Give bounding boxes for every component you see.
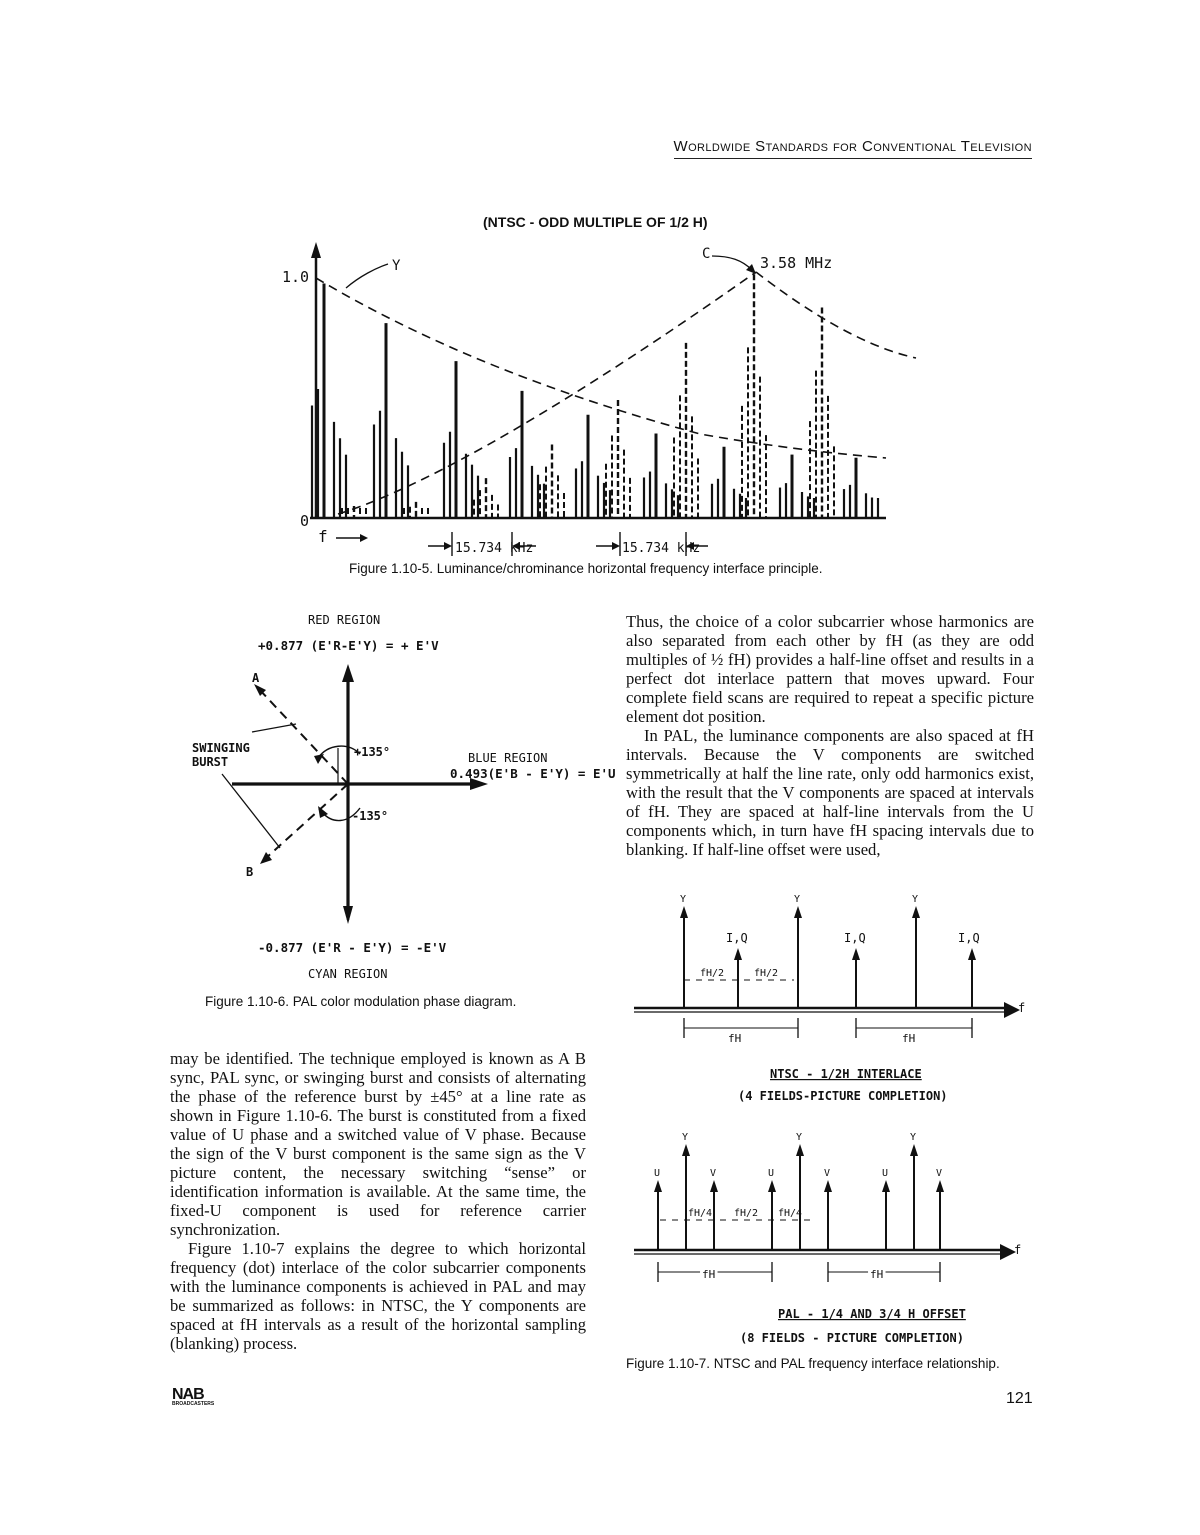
spacing-1: 15.734 kHz [455, 541, 534, 556]
right-paragraph-2: In PAL, the luminance components are also spaced at fH intervals. Because the V components are switched symmetrically at half the line rate, only odd harmonics exist, with the result that the V components are spaced at intervals of fH. They are spaced at half-line intervals from the U components which, in turn have fH spacing intervals due to blanking. If half-line offset were used, [626, 726, 1034, 859]
figure-1-10-5-spectrum [280, 236, 920, 561]
ntsc-y-label: Y [912, 894, 919, 905]
ntsc-diagram [634, 894, 1025, 1103]
running-header: Worldwide Standards for Conventional Television [674, 138, 1032, 159]
ntsc-fh-2: fH [902, 1032, 916, 1045]
pal-y-label: Y [796, 1132, 803, 1143]
figure-1-10-5-caption: Figure 1.10-5. Luminance/chrominance horizontal frequency interface principle. [349, 561, 823, 576]
pal-uv-label: U [882, 1168, 889, 1179]
left-paragraph-1: may be identified. The technique employed is known as A B sync, PAL sync, or swinging burst and consists of alternating the phase of the reference burst by ±45° at a line rate as shown in Figure 1.10-6. The burst is constituted from a fixed value of U phase and a switched value of V phase. Because the sign of the V burst component is the same sign as the V picture content, the necessary switching “sense” or identification information is available. At the same time, the fixed-U component is used for reference carrier synchronization. [170, 1049, 586, 1239]
pal-quarter-fh-1: fH/4 [688, 1208, 713, 1219]
pal-f-label: f [1014, 1243, 1022, 1257]
cyan-region-label: CYAN REGION [308, 967, 388, 981]
pal-uv-label: V [824, 1168, 831, 1179]
nab-logo-text: NAB [172, 1386, 204, 1403]
label-c: C [702, 246, 711, 262]
left-column-text [170, 1049, 586, 1353]
ntsc-y-label: Y [794, 894, 801, 905]
swinging-label: SWINGING [192, 741, 250, 755]
ntsc-half-fh-1: fH/2 [700, 968, 725, 979]
ntsc-half-fh-2: fH/2 [754, 968, 779, 979]
pal-uv-label: V [936, 1168, 943, 1179]
figure-1-10-7-caption: Figure 1.10-7. NTSC and PAL frequency interface relationship. [626, 1356, 1000, 1371]
label-b: B [246, 865, 254, 879]
label-0: 0 [300, 512, 310, 530]
spacing-2: 15.734 kHz [622, 541, 701, 556]
pal-uv-label: V [710, 1168, 717, 1179]
nab-logo-subtext: BROADCASTERS [172, 1401, 215, 1407]
nab-logo [172, 1386, 214, 1407]
angle-minus-135: -135° [352, 809, 389, 823]
label-freq: 3.58 MHz [760, 254, 833, 272]
ntsc-title: NTSC - 1/2H INTERLACE [770, 1067, 922, 1081]
figure-1-10-6-phase-diagram [188, 608, 616, 988]
ntsc-iq-label: I,Q [844, 931, 866, 945]
label-f: f [318, 527, 328, 546]
ntsc-iq-label: I,Q [958, 931, 980, 945]
figure-1-10-5-title: (NTSC - ODD MULTIPLE OF 1/2 H) [483, 214, 708, 230]
label-10: 1.0 [282, 268, 310, 286]
pal-quarter-fh-2: fH/4 [778, 1208, 803, 1219]
label-y: Y [392, 258, 401, 274]
pal-title: PAL - 1/4 AND 3/4 H OFFSET [778, 1307, 966, 1321]
right-paragraph-1: Thus, the choice of a color subcarrier whose harmonics are also separated from each other by fH (as they are odd multiples of ½ fH) provides a half-line offset and results in a perfect dot interlace pattern that moves upward. Four complete field scans are required to repeat a specific picture element dot position. [626, 612, 1034, 726]
cyan-formula: -0.877 (E'R - E'Y) = -E'V [258, 940, 447, 955]
figure-1-10-7-diagram [630, 886, 1040, 1356]
left-paragraph-2: Figure 1.10-7 explains the degree to which horizontal frequency (dot) interlace of the color subcarrier components with the luminance components is achieved in PAL and may be summarized as follows: in NTSC, the Y components are spaced at fH intervals as a result of the horizontal sampling (blanking) process. [170, 1239, 586, 1353]
red-formula: +0.877 (E'R-E'Y) = + E'V [258, 638, 439, 653]
pal-fh-1: fH [702, 1268, 716, 1281]
blue-region-label: BLUE REGION [468, 751, 548, 765]
right-column-text [626, 612, 1034, 859]
pal-half-fh: fH/2 [734, 1208, 759, 1219]
ntsc-subtitle: (4 FIELDS-PICTURE COMPLETION) [738, 1089, 948, 1103]
page-number: 121 [1006, 1390, 1033, 1407]
burst-label: BURST [192, 755, 229, 769]
pal-y-label: Y [682, 1132, 689, 1143]
pal-uv-label: U [654, 1168, 661, 1179]
ntsc-fh-1: fH [728, 1032, 742, 1045]
ntsc-iq-label: I,Q [726, 931, 748, 945]
pal-subtitle: (8 FIELDS - PICTURE COMPLETION) [740, 1331, 964, 1345]
ntsc-y-label: Y [680, 894, 687, 905]
label-a: A [252, 671, 260, 685]
red-region-label: RED REGION [308, 613, 381, 627]
angle-plus-135: +135° [354, 745, 391, 759]
ntsc-f-label: f [1018, 1001, 1026, 1015]
pal-diagram [634, 1132, 1021, 1345]
pal-uv-label: U [768, 1168, 775, 1179]
pal-fh-2: fH [870, 1268, 884, 1281]
blue-formula: 0.493(E'B - E'Y) = E'U [450, 766, 616, 781]
figure-1-10-6-caption: Figure 1.10-6. PAL color modulation phase diagram. [205, 994, 517, 1009]
pal-y-label: Y [910, 1132, 917, 1143]
